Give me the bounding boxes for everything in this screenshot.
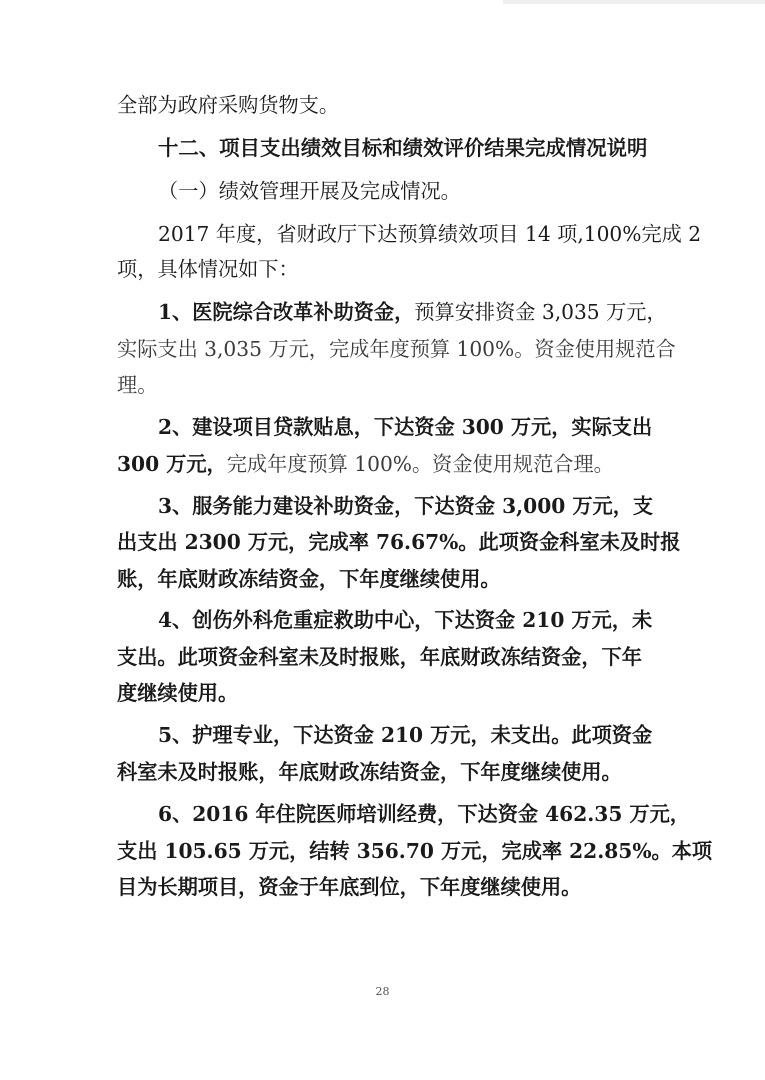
text-line: 全部为政府采购货物支。 [117,93,340,117]
text-line: 支出 105.65 万元，结转 356.70 万元，完成率 22.85%。本项 [117,839,713,863]
item-line [117,449,614,479]
text-line: 支出。此项资金科室未及时报账，年底财政冻结资金，下年 [117,645,642,669]
page-number: 28 [375,985,390,998]
text-line: 3、服务能力建设补助资金，下达资金 3,000 万元，支 [158,494,654,518]
text-line: 2017 年度，省财政厅下达预算绩效项目 14 项,100%完成 2 [158,222,702,246]
text-line: 出支出 2300 万元，完成率 76.67%。此项资金科室未及时报 [117,530,681,554]
text-line: 科室未及时报账，年底财政冻结资金，下年度继续使用。 [117,760,622,784]
text-line: 6、2016 年住院医师培训经费，下达资金 462.35 万元， [158,802,690,826]
text-line: 理。 [117,373,158,397]
text-line: 度继续使用。 [117,681,239,705]
subsection-heading: （一）绩效管理开展及完成情况。 [158,179,461,203]
item-line [158,297,667,327]
text-line: 项，具体情况如下： [117,257,299,281]
item-text: 完成年度预算 100%。资金使用规范合理。 [226,452,614,476]
item-title: 1、医院综合改革补助资金， [158,300,415,324]
text-line: 5、护理专业，下达资金 210 万元，未支出。此项资金 [158,723,653,747]
section-heading: 十二、项目支出绩效目标和绩效评价结果完成情况说明 [158,136,648,160]
text-line: 2、建设项目贷款贴息，下达资金 300 万元，实际支出 [158,415,653,439]
text-line: 目为长期项目，资金于年底到位，下年度继续使用。 [117,875,582,899]
scan-edge [503,0,765,4]
text-line: 实际支出 3,035 万元，完成年度预算 100%。资金使用规范合 [117,337,676,361]
item-text: 预算安排资金 3,035 万元， [414,300,667,324]
text-line: 4、创伤外科危重症救助中心，下达资金 210 万元，未 [158,608,653,632]
text-line: 账，年底财政冻结资金，下年度继续使用。 [117,567,501,591]
item-text-bold: 300 万元， [117,452,227,476]
